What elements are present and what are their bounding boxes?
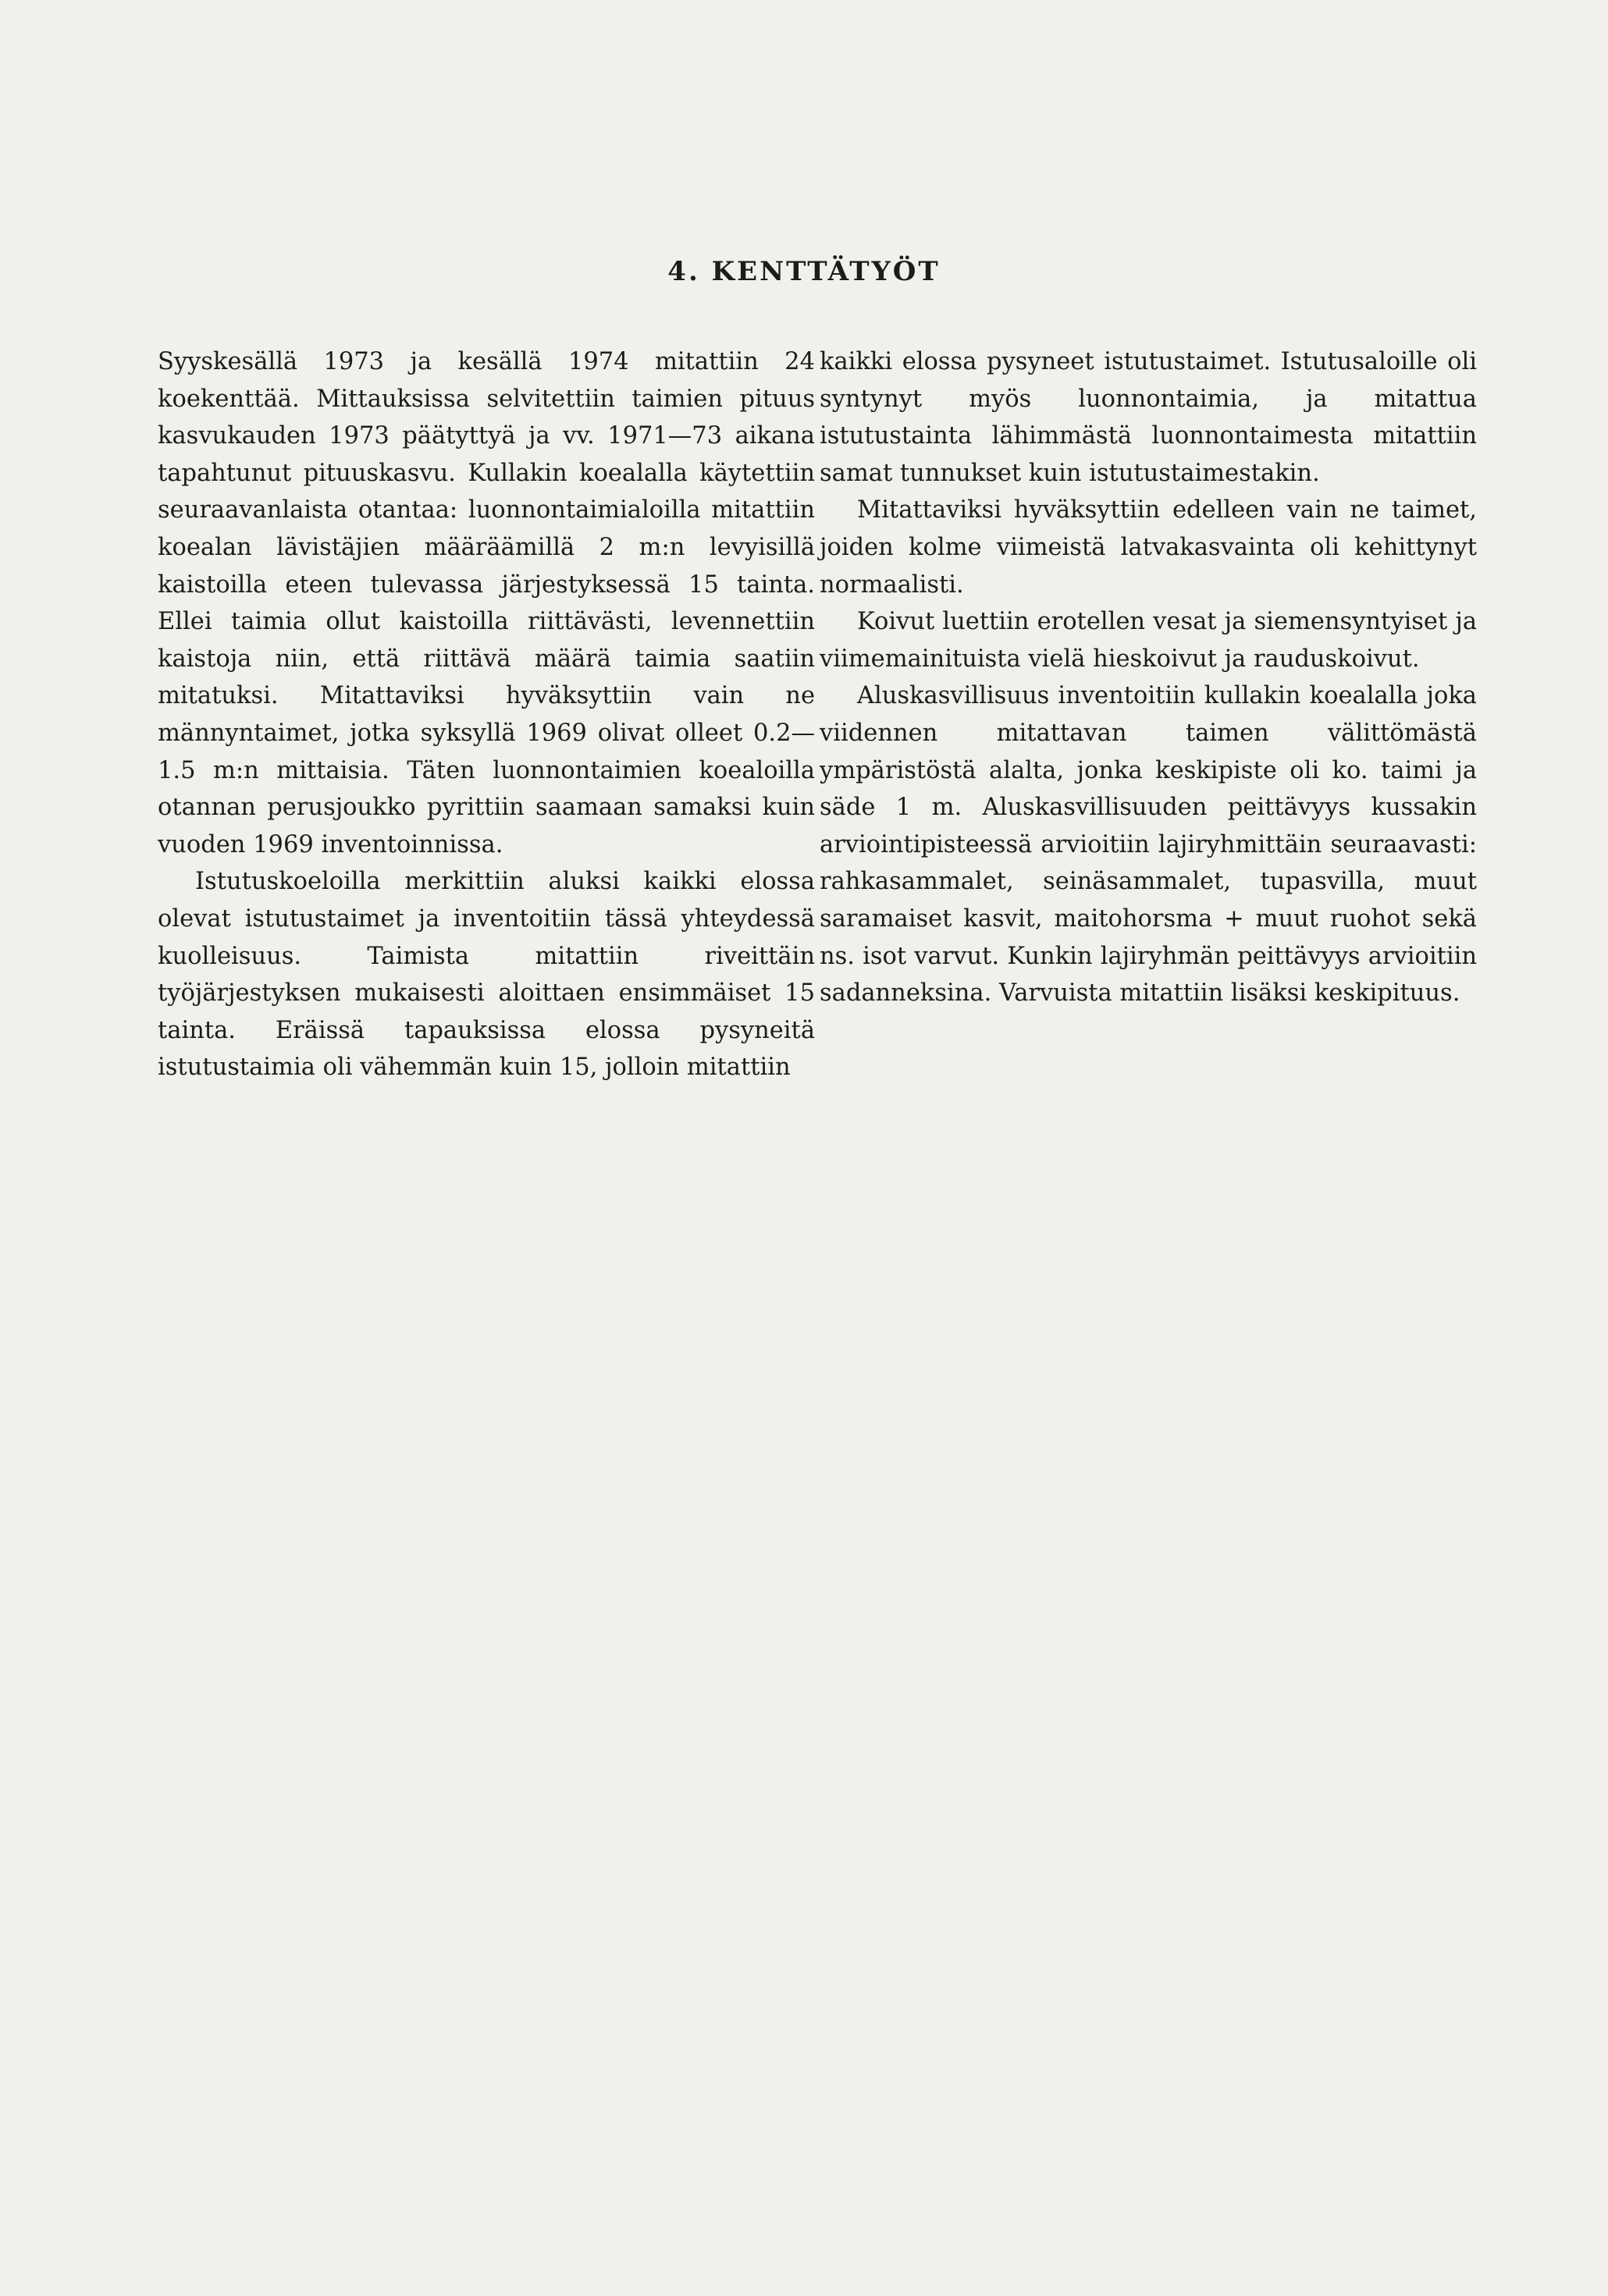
show-through-texture	[562, 94, 571, 126]
paragraph: Koivut luettiin erotellen vesat ja siemensyntyiset ja viimemainituista vielä hieskoivut ja rauduskoivut.	[820, 608, 1477, 673]
paragraph: Syyskesällä 1973 ja kesällä 1974 mitattiin 24 koekenttää. Mittauksissa selvitettiin taimien pituus kasvukauden 1973 päätyttyä ja vv. 1971—73 aikana tapahtunut pituuskasvu. Kullakin koealalla käytettiin seuraavanlaista otantaa: luonnontaimialoilla mitattiin koealan lävistäjien määräämillä 2 m:n levyisillä kaistoilla eteen tulevassa järjestyksessä 15 tainta. Ellei taimia ollut kaistoilla riittävästi, levennettiin kaistoja niin, että riittävä määrä taimia saatiin mitatuksi. Mitattaviksi hyväksyttiin vain ne männyntaimet, jotka syksyllä 1969 olivat olleet 0.2—1.5 m:n mittaisia. Täten luonnontaimien koealoilla otannan perusjoukko pyrittiin saamaan samaksi kuin vuoden 1969 inventoinnissa.	[158, 348, 815, 858]
section-heading: 4. KENTTÄTYÖT	[667, 256, 941, 287]
paragraph: Aluskasvillisuus inventoitiin kullakin koealalla joka viidennen mitattavan taimen välittömästä ympäristöstä alalta, jonka keskipiste oli ko. taimi ja säde 1 m. Aluskasvillisuuden peittävyys kussakin arviointipisteessä arvioitiin lajiryhmittäin seuraavasti: rahkasammalet, seinäsammalet, tupasvilla, muut saramaiset kasvit, maitohorsma + muut ruohot sekä ns. isot varvut. Kunkin lajiryhmän peittävyys arvioitiin sadanneksina. Varvuista mitattiin lisäksi keskipituus.	[820, 682, 1477, 1008]
paragraph: kaikki elossa pysyneet istutustaimet. Istutusaloille oli syntynyt myös luonnontaimia, ja mitattua istutustainta lähimmästä luonnontaimesta mitattiin samat tunnukset kuin istutustaimestakin.	[820, 348, 1477, 487]
right-text-column	[820, 343, 1477, 1012]
paragraph: Istutuskoeloilla merkittiin aluksi kaikki elossa olevat istutustaimet ja inventoitiin tässä yhteydessä kuolleisuus. Taimista mitattiin riveittäin työjärjestyksen mukaisesti aloittaen ensimmäiset 15 tainta. Eräissä tapauksissa elossa pysyneitä istutustaimia oli vähemmän kuin 15, jolloin mitattiin	[158, 868, 815, 1082]
left-text-column	[158, 343, 815, 1086]
paragraph: Mitattaviksi hyväksyttiin edelleen vain ne taimet, joiden kolme viimeistä latvakasvainta oli kehittynyt normaalisti.	[820, 496, 1477, 599]
